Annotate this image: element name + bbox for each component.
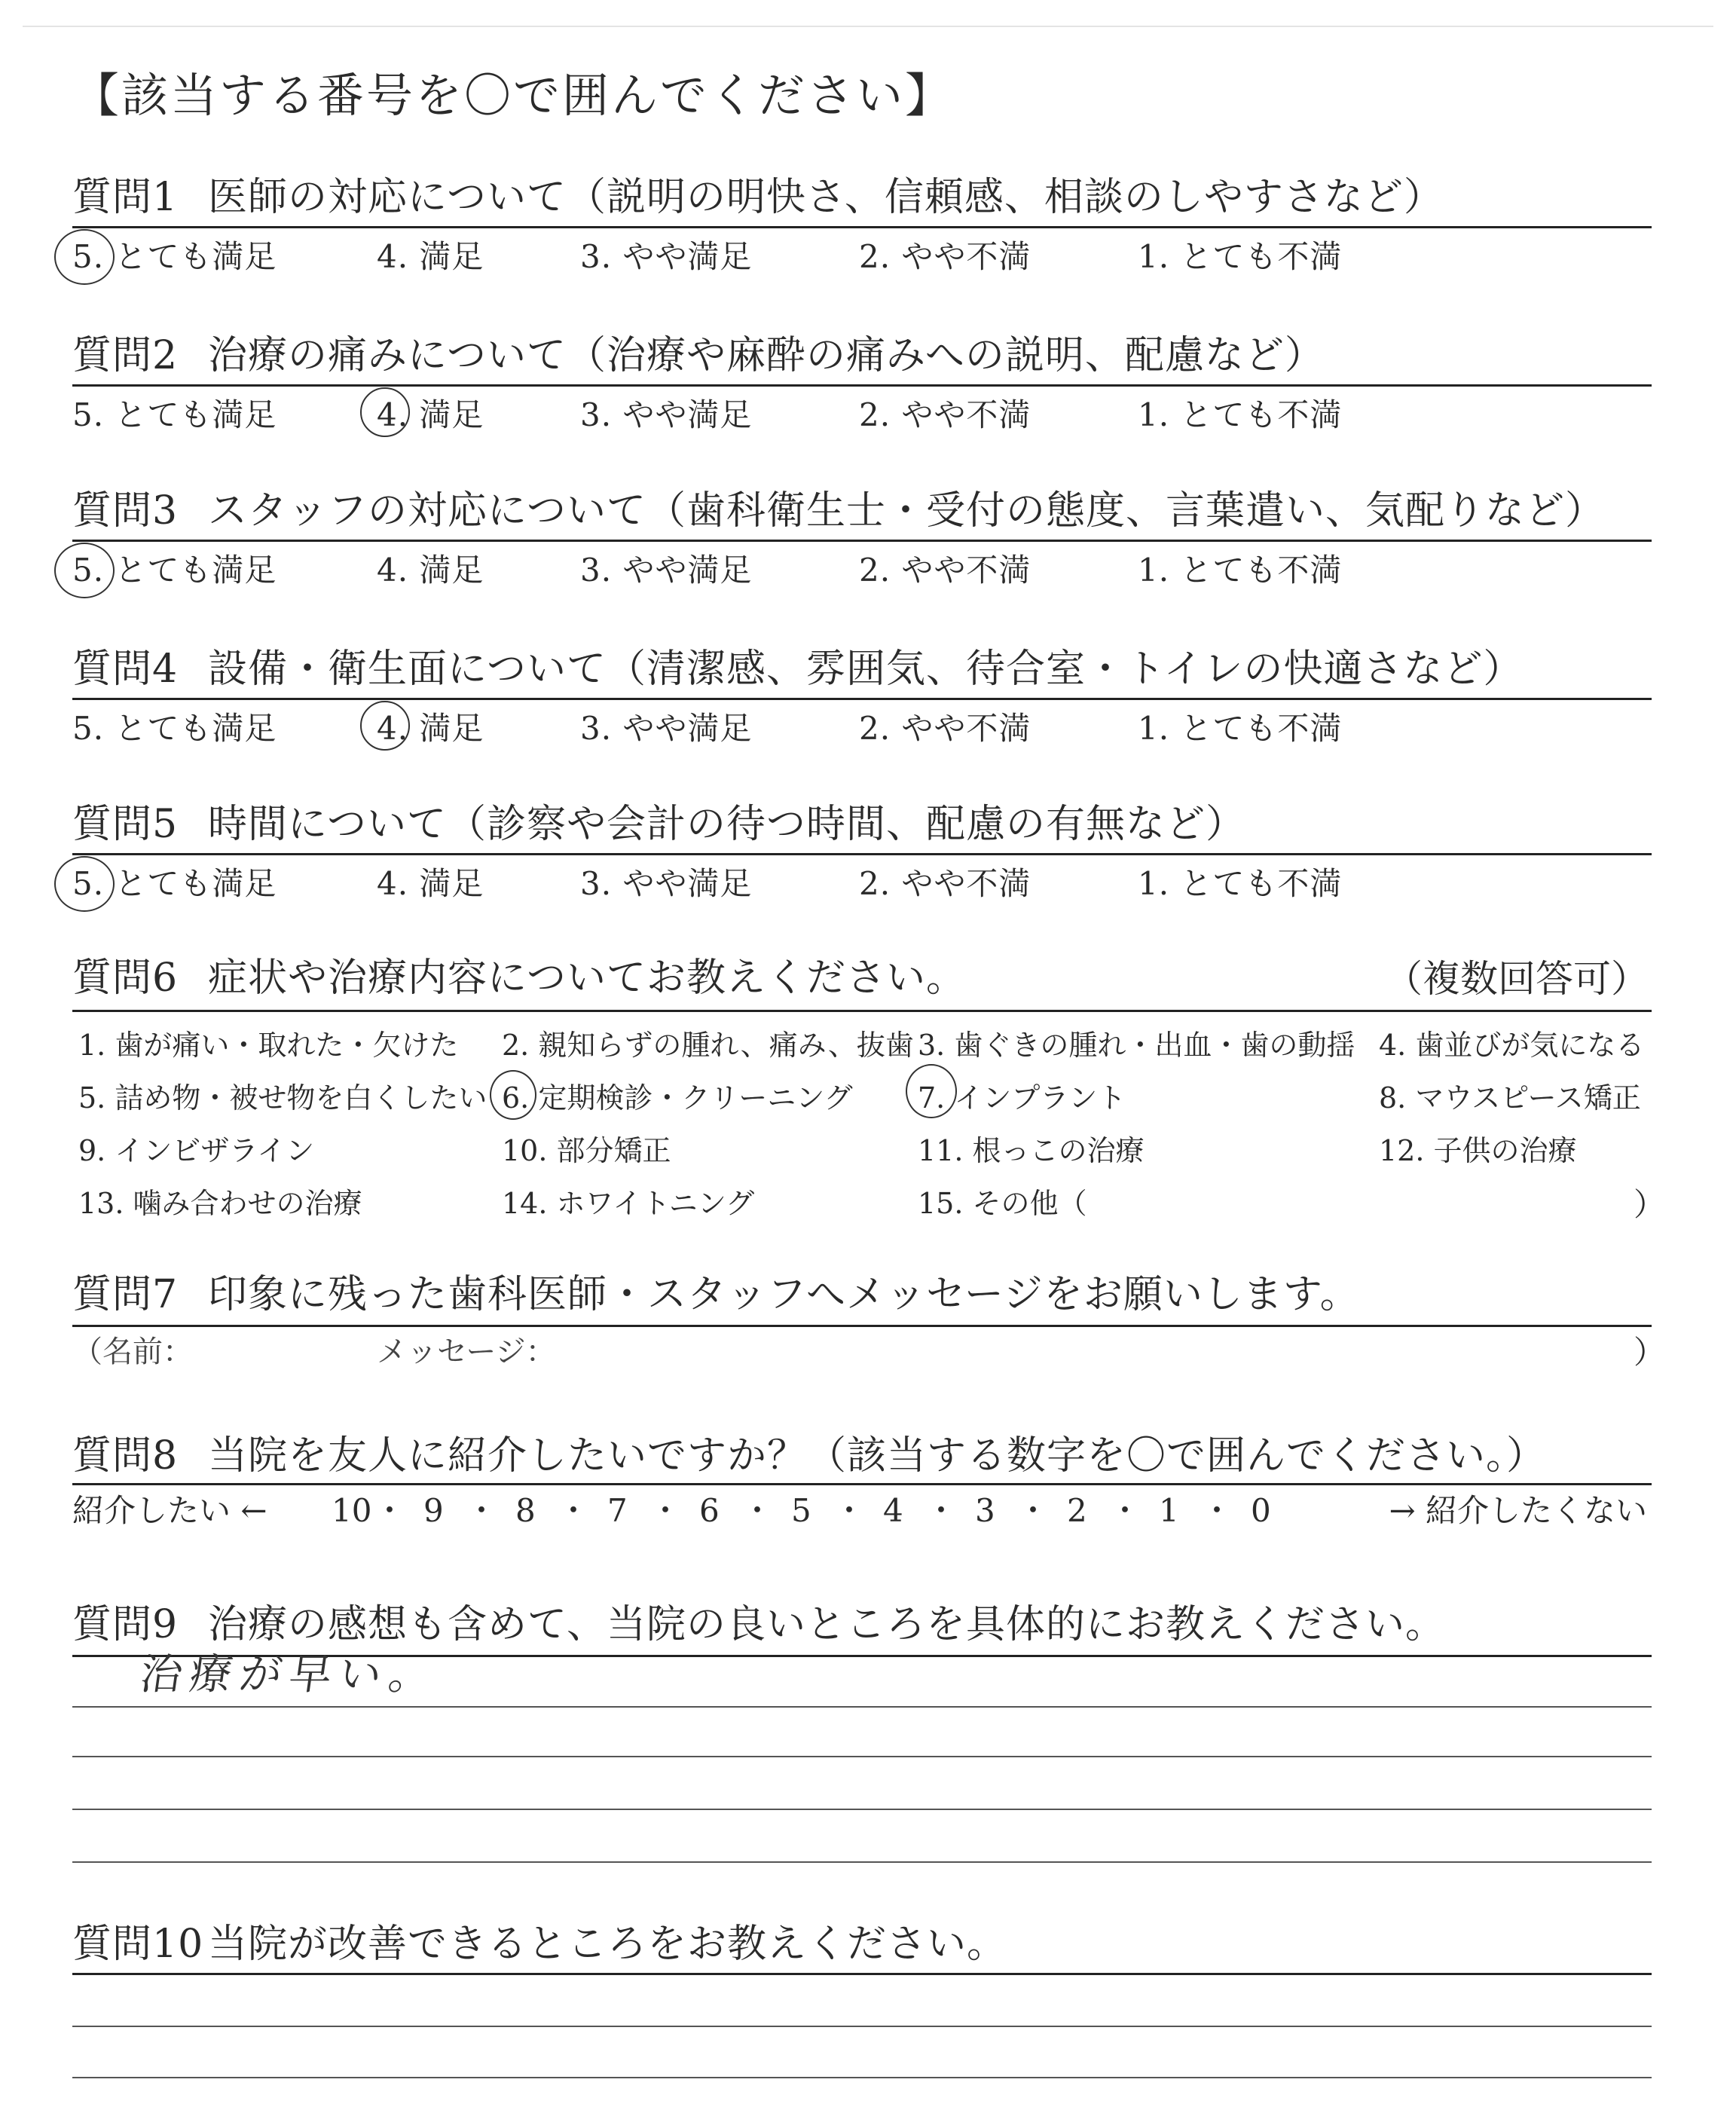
q4-option-5[interactable]: 5. とても満足 <box>72 710 277 747</box>
q1-underline <box>72 226 1652 228</box>
q2-option-5[interactable]: 5. とても満足 <box>72 396 277 433</box>
q10-number: 質問10 <box>72 1922 204 1967</box>
q9-answer-line <box>72 1706 1652 1708</box>
q6-option-8[interactable]: 8. マウスピース矯正 <box>1379 1081 1641 1115</box>
q8-title <box>72 1433 1547 1479</box>
q4-underline <box>72 698 1652 700</box>
q3-underline <box>72 540 1652 542</box>
q1-text: 医師の対応について（説明の明快さ、信頼感、相談のしやすさなど） <box>208 175 1444 220</box>
q9-answer-line <box>72 1809 1652 1810</box>
q9-answer-line <box>72 1861 1652 1863</box>
q8-scale-value[interactable]: 5 <box>791 1492 811 1529</box>
q3-option-5[interactable]: 5. とても満足 <box>72 552 277 589</box>
q6-option-6[interactable]: 6. 定期検診・クリーニング <box>502 1081 853 1115</box>
q1-answer-circle <box>54 229 115 285</box>
q2-option-2[interactable]: 2. やや不満 <box>859 396 1032 433</box>
q7-name-label: （名前： <box>72 1335 193 1369</box>
q9-text: 治療の感想も含めて、当院の良いところを具体的にお教えください。 <box>208 1602 1445 1647</box>
q5-underline <box>72 853 1652 855</box>
q8-scale-separator: ・ <box>1201 1492 1233 1529</box>
q6-text: 症状や治療内容についてお教えください。 <box>208 956 966 1001</box>
q8-right-label: → 紹介したくない <box>1389 1492 1647 1529</box>
q2-option-4[interactable]: 4. 満足 <box>377 396 484 433</box>
q8-number: 質問8 <box>72 1433 179 1479</box>
q6-option-4[interactable]: 4. 歯並びが気になる <box>1379 1029 1645 1062</box>
q5-option-3[interactable]: 3. やや満足 <box>580 865 753 902</box>
q6-option-14[interactable]: 14. ホワイトニング <box>502 1187 755 1220</box>
q10-underline <box>72 1973 1652 1975</box>
q4-option-3[interactable]: 3. やや満足 <box>580 710 753 747</box>
q9-title <box>72 1602 1445 1647</box>
q3-title <box>72 488 1605 534</box>
q2-underline <box>72 384 1652 387</box>
q5-option-2[interactable]: 2. やや不満 <box>859 865 1032 902</box>
q6-option-2[interactable]: 2. 親知らずの腫れ、痛み、抜歯 <box>502 1029 914 1062</box>
q9-handwritten-answer: 治療が早い。 <box>136 1650 442 1699</box>
q8-scale-separator: ・ <box>833 1492 866 1529</box>
q5-option-5[interactable]: 5. とても満足 <box>72 865 277 902</box>
q10-answer-line <box>72 2026 1652 2027</box>
q3-option-4[interactable]: 4. 満足 <box>377 552 484 589</box>
q8-scale-value[interactable]: 1 <box>1159 1492 1179 1529</box>
q6-number: 質問6 <box>72 956 179 1001</box>
q10-title <box>72 1922 1007 1967</box>
q6-other-close-paren: ） <box>1634 1186 1666 1223</box>
q6-option-13[interactable]: 13. 噛み合わせの治療 <box>78 1187 362 1220</box>
q8-scale-separator: ・ <box>649 1492 682 1529</box>
q8-text: 当院を友人に紹介したいですか？（該当する数字を〇で囲んでください。） <box>208 1433 1547 1479</box>
q1-number: 質問1 <box>72 175 179 220</box>
q1-option-2[interactable]: 2. やや不満 <box>859 238 1032 275</box>
q8-scale-separator: ・ <box>1109 1492 1142 1529</box>
q9-answer-line <box>72 1756 1652 1757</box>
q6-option-9[interactable]: 9. インビザライン <box>78 1134 315 1167</box>
q8-scale-value[interactable]: 4 <box>883 1492 903 1529</box>
q3-option-2[interactable]: 2. やや不満 <box>859 552 1032 589</box>
q4-text: 設備・衛生面について（清潔感、雰囲気、待合室・トイレの快適さなど） <box>208 647 1524 692</box>
q5-answer-circle <box>54 856 115 912</box>
q8-scale-separator: ・ <box>1017 1492 1050 1529</box>
q7-number: 質問7 <box>72 1272 179 1317</box>
q8-underline <box>72 1483 1652 1485</box>
q8-scale-separator: ・ <box>558 1492 590 1529</box>
q8-scale-value[interactable]: 9 <box>423 1492 444 1529</box>
q4-number: 質問4 <box>72 647 179 692</box>
q7-message-label: メッセージ： <box>377 1335 556 1369</box>
q5-option-1[interactable]: 1. とても不満 <box>1138 865 1343 902</box>
q8-scale-value[interactable]: 3 <box>975 1492 995 1529</box>
q3-answer-circle <box>54 543 115 598</box>
page-top-edge <box>23 26 1713 27</box>
q8-scale-value[interactable]: 8 <box>515 1492 536 1529</box>
q7-close-paren: ） <box>1634 1334 1666 1371</box>
q8-scale-separator: ・ <box>741 1492 774 1529</box>
q5-number: 質問5 <box>72 802 179 847</box>
instruction-heading: 【該当する番号を〇で囲んでください】 <box>72 68 955 123</box>
q9-number: 質問9 <box>72 1602 179 1647</box>
q6-option-3[interactable]: 3. 歯ぐきの腫れ・出血・歯の動揺 <box>918 1029 1355 1062</box>
q2-title <box>72 333 1325 378</box>
q6-circle-7 <box>906 1064 957 1118</box>
q4-option-4[interactable]: 4. 満足 <box>377 710 484 747</box>
q7-title <box>72 1272 1360 1317</box>
q6-option-5[interactable]: 5. 詰め物・被せ物を白くしたい <box>78 1081 487 1115</box>
q2-text: 治療の痛みについて（治療や麻酔の痛みへの説明、配慮など） <box>208 333 1325 378</box>
q3-option-1[interactable]: 1. とても不満 <box>1138 552 1343 589</box>
q6-multiple-answer-note: （複数回答可） <box>1385 957 1649 1001</box>
q8-scale-value[interactable]: 0 <box>1251 1492 1271 1529</box>
q4-option-2[interactable]: 2. やや不満 <box>859 710 1032 747</box>
q6-circle-6 <box>490 1070 536 1120</box>
q6-option-12[interactable]: 12. 子供の治療 <box>1379 1134 1577 1167</box>
q6-option-11[interactable]: 11. 根っこの治療 <box>918 1134 1145 1167</box>
q5-title <box>72 802 1245 847</box>
q7-text: 印象に残った歯科医師・スタッフへメッセージをお願いします。 <box>208 1272 1360 1317</box>
q6-title <box>72 956 966 1001</box>
q2-number: 質問2 <box>72 333 179 378</box>
q8-scale-separator: ・ <box>374 1492 406 1529</box>
q5-option-4[interactable]: 4. 満足 <box>377 865 484 902</box>
q8-scale-separator: ・ <box>925 1492 958 1529</box>
q1-option-3[interactable]: 3. やや満足 <box>580 238 753 275</box>
q10-text: 当院が改善できるところをお教えください。 <box>208 1922 1007 1967</box>
q3-number: 質問3 <box>72 488 179 534</box>
q6-option-10[interactable]: 10. 部分矯正 <box>502 1134 671 1167</box>
q8-scale-value[interactable]: 2 <box>1067 1492 1087 1529</box>
q1-title <box>72 175 1444 220</box>
q7-underline <box>72 1325 1652 1327</box>
q6-underline <box>72 1010 1652 1012</box>
q2-option-1[interactable]: 1. とても不満 <box>1138 396 1343 433</box>
q6-option-1[interactable]: 1. 歯が痛い・取れた・欠けた <box>78 1029 459 1062</box>
q3-text: スタッフの対応について（歯科衛生士・受付の態度、言葉遣い、気配りなど） <box>208 488 1605 534</box>
q4-answer-circle <box>360 701 410 751</box>
q1-option-5[interactable]: 5. とても満足 <box>72 238 277 275</box>
q6-option-7[interactable]: 7. インプラント <box>918 1081 1126 1115</box>
q10-answer-line <box>72 2077 1652 2078</box>
q2-answer-circle <box>360 387 410 437</box>
q8-scale-separator: ・ <box>466 1492 498 1529</box>
q8-scale-value[interactable]: 7 <box>607 1492 628 1529</box>
q8-left-label: 紹介したい ← <box>72 1492 267 1529</box>
q8-scale-value[interactable]: 6 <box>699 1492 720 1529</box>
q5-text: 時間について（診察や会計の待つ時間、配慮の有無など） <box>208 802 1245 847</box>
q4-title <box>72 647 1524 692</box>
q3-option-3[interactable]: 3. やや満足 <box>580 552 753 589</box>
q1-option-1[interactable]: 1. とても不満 <box>1138 238 1343 275</box>
q1-option-4[interactable]: 4. 満足 <box>377 238 484 275</box>
q2-option-3[interactable]: 3. やや満足 <box>580 396 753 433</box>
q4-option-1[interactable]: 1. とても不満 <box>1138 710 1343 747</box>
q6-option-15[interactable]: 15. その他（ <box>918 1187 1087 1220</box>
q8-scale-value[interactable]: 10 <box>332 1492 372 1529</box>
